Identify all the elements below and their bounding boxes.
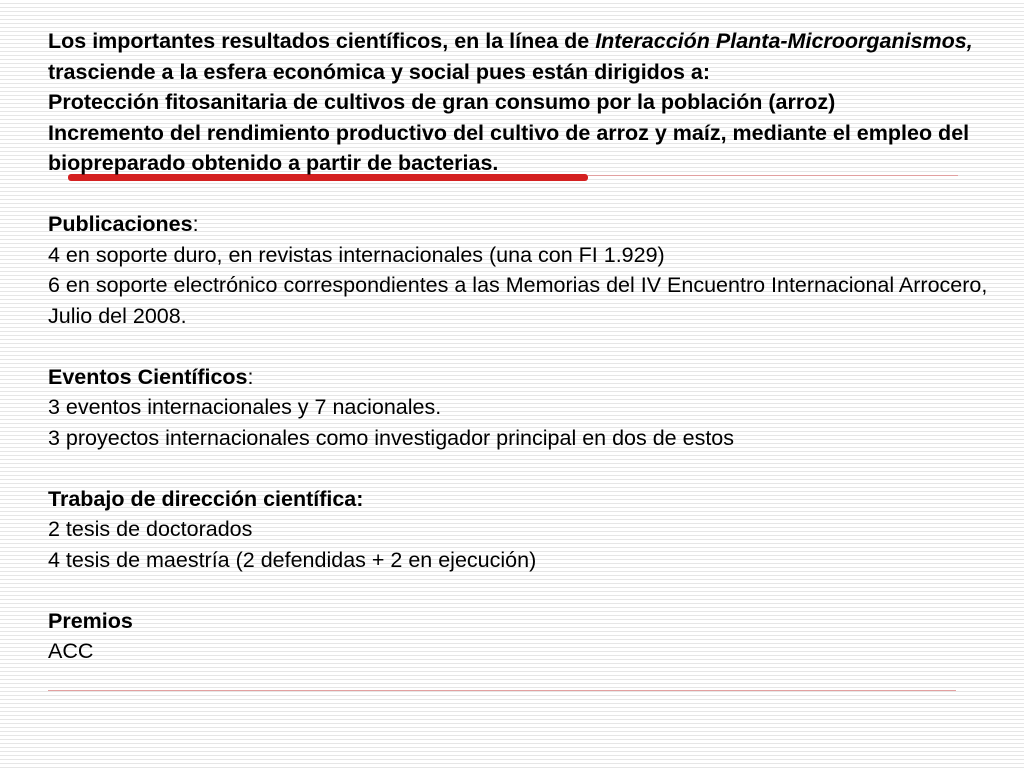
- publicaciones-colon: :: [192, 212, 199, 236]
- eventos-heading: [48, 362, 998, 393]
- publicaciones-heading: [48, 209, 998, 240]
- trabajo-heading: Trabajo de dirección científica:: [48, 486, 364, 511]
- result-item-2: Incremento del rendimiento productivo del cultivo de arroz y maíz, mediante el empleo del biopreparado obtenido a partir de bacterias.: [48, 120, 970, 175]
- premios-heading: Premios: [48, 608, 133, 633]
- intro-paragraph: [48, 26, 998, 87]
- slide-body: [48, 26, 998, 667]
- bottom-red-rule: [48, 690, 956, 691]
- intro-italic-term: Interacción Planta-Microorganismos,: [595, 29, 973, 53]
- eventos-title: Eventos Científicos: [48, 364, 248, 389]
- trabajo-line-2: 4 tesis de maestría (2 defendidas + 2 en ejecución): [48, 547, 537, 572]
- eventos-colon: :: [247, 364, 254, 389]
- result-item-1: Protección fitosanitaria de cultivos de gran consumo por la población (arroz): [48, 90, 836, 114]
- trabajo-line-1: 2 tesis de doctorados: [48, 517, 253, 541]
- publicaciones-line-2: 6 en soporte electrónico correspondientes a las Memorias del IV Encuentro Internacional Arrocero, Julio del 2008.: [48, 273, 988, 328]
- publicaciones-line-1: 4 en soporte duro, en revistas internacionales (una con FI 1.929): [48, 242, 665, 267]
- eventos-line-2: 3 proyectos internacionales como investigador principal en dos de estos: [48, 425, 735, 450]
- intro-text-end: trasciende a la esfera económica y social pues están dirigidos a:: [48, 59, 710, 84]
- intro-text-start: Los importantes resultados científicos, en la línea de: [48, 29, 596, 53]
- publicaciones-title: Publicaciones: [48, 212, 193, 236]
- premios-line-1: ACC: [48, 639, 94, 663]
- eventos-line-1: 3 eventos internacionales y 7 nacionales.: [48, 395, 442, 419]
